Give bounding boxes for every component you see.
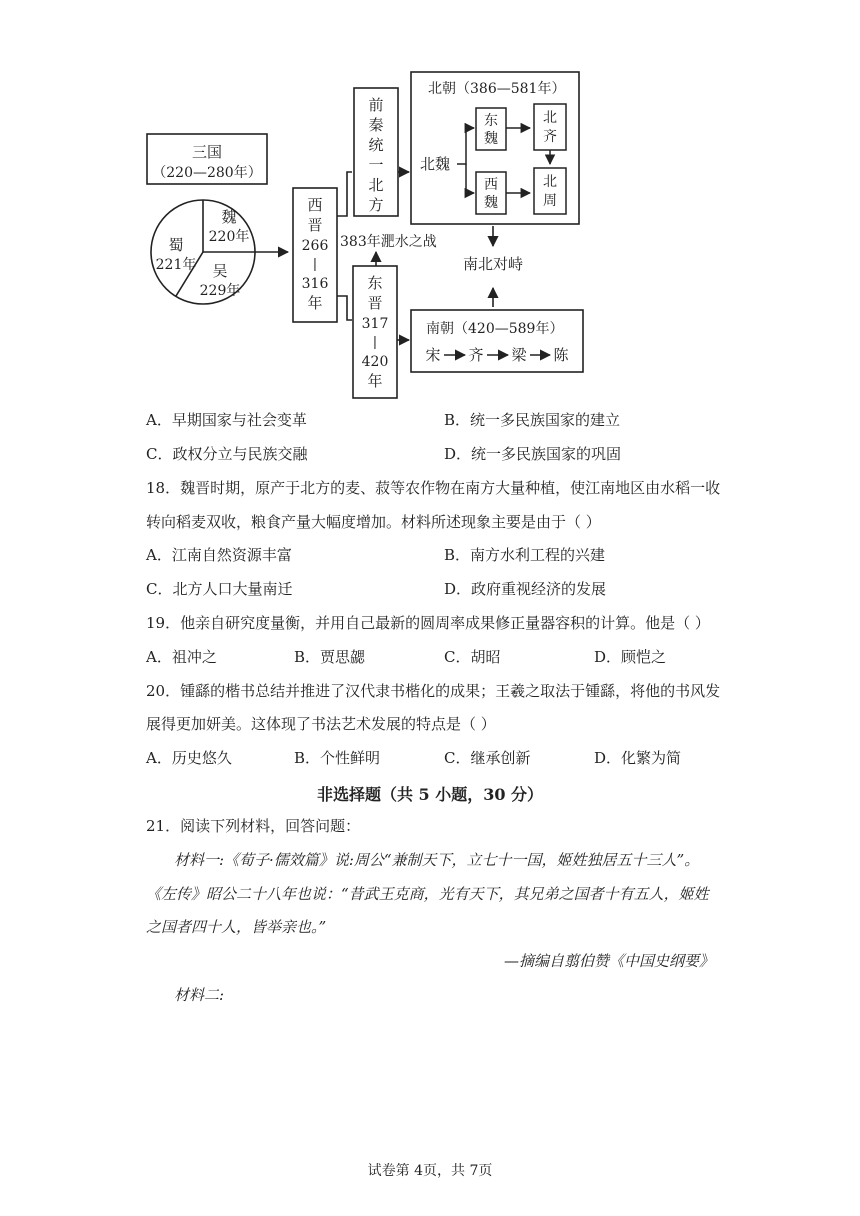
- q21-material2: 材料二:: [174, 986, 225, 1004]
- q18-option-a[interactable]: A．江南自然资源丰富: [146, 546, 292, 564]
- wu-year: 229年: [199, 283, 241, 299]
- former-qin-char: 统: [368, 136, 384, 154]
- western-wei-char: 魏: [484, 195, 498, 211]
- three-kingdoms-box: [147, 134, 267, 184]
- q18-option-d[interactable]: D．政府重视经济的发展: [444, 580, 607, 598]
- q19-options-row: [146, 647, 736, 667]
- three-kingdoms-years: （220—280年）: [152, 165, 262, 181]
- q18-stem-line2: 转向稻麦双收，粮食产量大幅度增加。材料所述现象主要是由于（ ）: [146, 513, 601, 531]
- q17-options-row-1: [146, 410, 736, 430]
- northern-zhou-char: 北: [543, 174, 557, 190]
- western-jin-char: 316: [301, 276, 329, 292]
- q17-option-a[interactable]: A．早期国家与社会变革: [146, 411, 307, 429]
- three-kingdoms-title: 三国: [191, 143, 223, 161]
- former-qin-char: 方: [368, 196, 384, 214]
- q21-material1-line3: 之国者四十人，皆举亲也。”: [146, 918, 327, 936]
- q20-stem-line2: 展得更加妍美。这体现了书法艺术发展的特点是（ ）: [146, 715, 496, 733]
- shu-label: 蜀: [168, 236, 184, 254]
- western-jin-box: [293, 188, 337, 322]
- former-qin-char: 前: [368, 96, 384, 114]
- eastern-jin-char: |: [372, 335, 378, 350]
- q20-option-c[interactable]: C．继承创新: [444, 749, 531, 767]
- q20-option-b[interactable]: B．个性鲜明: [294, 749, 381, 767]
- q19-option-a[interactable]: A．祖冲之: [146, 648, 217, 666]
- wei-label: 魏: [221, 208, 237, 226]
- q17-option-c[interactable]: C．政权分立与民族交融: [146, 445, 308, 463]
- western-jin-char: 266: [301, 238, 329, 254]
- eastern-wei-char: 东: [484, 113, 498, 129]
- western-jin-char: 晋: [307, 216, 323, 234]
- q19-option-d[interactable]: D．顾恺之: [594, 648, 667, 666]
- northern-qi-char: 北: [543, 110, 557, 126]
- former-qin-char: 北: [368, 176, 384, 194]
- former-qin-char: 秦: [368, 116, 384, 134]
- southern-dynasty: 梁: [511, 346, 527, 364]
- eastern-jin-char: 晋: [367, 294, 383, 312]
- southern-dynasty: 齐: [468, 346, 484, 364]
- western-jin-char: 西: [307, 196, 323, 214]
- q19-option-b[interactable]: B．贾思勰: [294, 648, 366, 666]
- confrontation-label: 南北对峙: [462, 255, 524, 273]
- northern-dynasties-title: 北朝（386—581年）: [428, 81, 566, 97]
- eastern-jin-char: 317: [361, 316, 389, 332]
- q20-option-d[interactable]: D．化繁为简: [594, 749, 682, 767]
- eastern-jin-char: 420: [361, 354, 389, 370]
- shu-year: 221年: [155, 257, 197, 273]
- q17-option-b[interactable]: B．统一多民族国家的建立: [444, 411, 621, 429]
- q17-option-d[interactable]: D．统一多民族国家的巩固: [444, 445, 622, 463]
- western-wei-char: 西: [484, 177, 498, 193]
- western-jin-char: |: [312, 257, 318, 272]
- eastern-jin-char: 东: [367, 274, 383, 292]
- q21-prompt: 21．阅读下列材料，回答问题：: [146, 817, 361, 835]
- q21-material1-line2: 《左传》昭公二十八年也说：“昔武王克商，光有天下，其兄弟之国者十有五人，姬姓: [146, 885, 709, 903]
- former-qin-char: 一: [368, 156, 384, 174]
- three-kingdoms-pie: [151, 200, 288, 304]
- q18-options-row-1: [146, 545, 736, 565]
- q20-stem-line1: 20．锺繇的楷书总结并推进了汉代隶书楷化的成果；王羲之取法于锺繇，将他的书风发: [146, 682, 721, 700]
- former-qin-box: [354, 88, 398, 216]
- eastern-wei-char: 魏: [484, 131, 498, 147]
- northern-wei-label: 北魏: [420, 155, 451, 173]
- wu-label: 吴: [212, 262, 228, 280]
- q20-option-a[interactable]: A．历史悠久: [146, 749, 232, 767]
- northern-zhou-char: 周: [543, 193, 557, 209]
- q19-stem: 19．他亲自研究度量衡，并用自己最新的圆周率成果修正量器容积的计算。他是（ ）: [146, 614, 710, 632]
- q17-options-row-2: [146, 444, 736, 464]
- southern-dynasties-box: [411, 310, 583, 372]
- q20-options-row: [146, 748, 736, 768]
- eastern-jin-char: 年: [367, 372, 383, 390]
- western-jin-char: 年: [307, 294, 323, 312]
- section-title: 非选择题（共 5 小题，30 分）: [316, 785, 544, 804]
- q18-option-b[interactable]: B．南方水利工程的兴建: [444, 546, 606, 564]
- q18-stem-line1: 18．魏晋时期，原产于北方的麦、菽等农作物在南方大量种植，使江南地区由水稻一收: [146, 479, 721, 497]
- southern-dynasty: 陈: [553, 346, 569, 364]
- history-diagram: [0, 0, 860, 410]
- northern-dynasties-box: [411, 72, 579, 224]
- wei-year: 220年: [208, 229, 250, 245]
- southern-dynasties-title: 南朝（420—589年）: [426, 321, 564, 337]
- southern-dynasty: 宋: [425, 346, 441, 364]
- q19-option-c[interactable]: C．胡昭: [444, 648, 501, 666]
- battle-label: 383年淝水之战: [340, 234, 437, 250]
- eastern-jin-box: [353, 266, 397, 398]
- q21-material1-line1: 材料一:《荀子·儒效篇》说:周公“兼制天下，立七十一国，姬姓独居五十三人”。: [174, 851, 700, 869]
- page-footer: 试卷第 4页，共 7页: [367, 1163, 493, 1179]
- q18-options-row-2: [146, 579, 736, 599]
- northern-qi-char: 齐: [543, 129, 557, 145]
- q21-source: —摘编自翦伯赞《中国史纲要》: [503, 952, 714, 970]
- q18-option-c[interactable]: C．北方人口大量南迁: [146, 580, 293, 598]
